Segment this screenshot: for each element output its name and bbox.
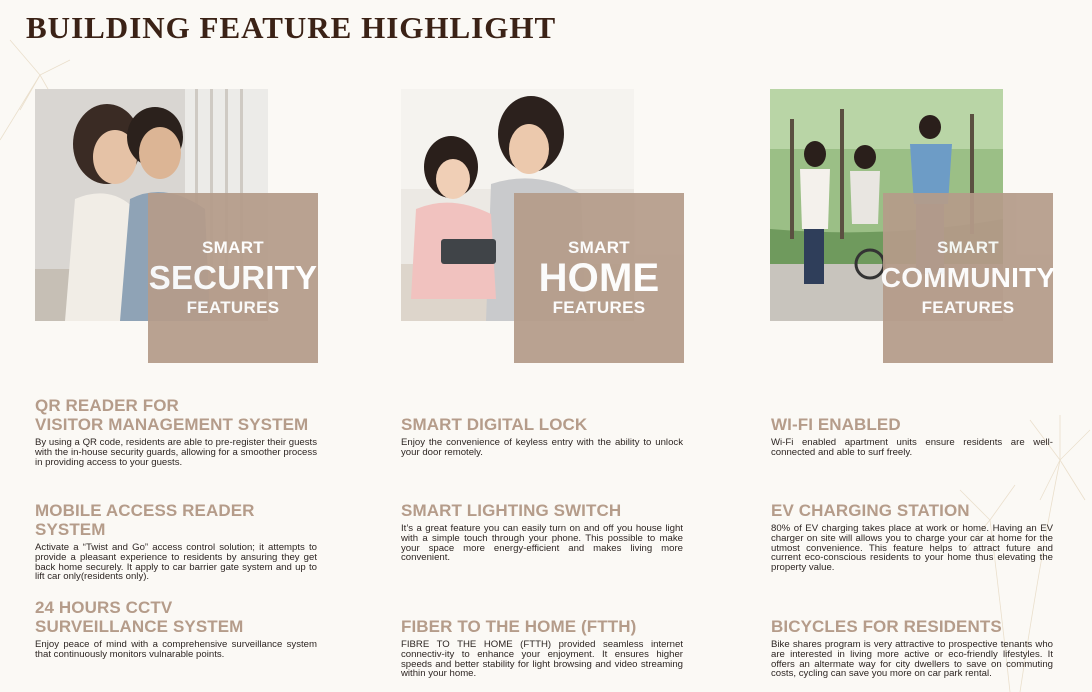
feature-qr-reader — [35, 396, 317, 467]
feature-title: EV CHARGING STATION — [771, 501, 970, 520]
card-home-label — [514, 193, 684, 363]
feature-title: BICYCLES FOR RESIDENTS — [771, 617, 1002, 636]
feature-description: Wi-Fi enabled apartment units ensure residents are well-connected and able to surf freely. — [771, 437, 1053, 458]
feature-bicycles — [771, 617, 1053, 679]
feature-title: MOBILE ACCESS READER SYSTEM — [35, 501, 255, 539]
feature-wifi — [771, 415, 1053, 458]
card-home-main: HOME — [538, 256, 660, 300]
card-home-bottom: FEATURES — [552, 298, 646, 317]
feature-description: 80% of EV charging takes place at work or home. Having an EV charger on site will allows you to charge your car at home for the utmost convenience. This feature helps to attract future and current eco-conscious residents to your home thus elevating the property value. — [771, 523, 1053, 574]
feature-title — [35, 396, 317, 434]
feature-cctv — [35, 598, 317, 660]
feature-description: Enjoy peace of mind with a comprehensive surveillance system that continuously monitors vulnarable points. — [35, 639, 317, 660]
feature-title-line2: SURVEILLANCE SYSTEM — [35, 617, 244, 636]
feature-title-line1: 24 HOURS CCTV — [35, 598, 173, 617]
card-community-main: COMMUNITY — [880, 262, 1056, 293]
feature-description: By using a QR code, residents are able to pre-register their guests with the in-house security guards, allowing for a smoother process in providing access to your guests. — [35, 437, 317, 468]
card-security-label — [148, 193, 318, 363]
feature-description: Enjoy the convenience of keyless entry with the ability to unlock your door remotely. — [401, 437, 683, 458]
feature-mobile-access — [35, 501, 317, 582]
feature-description: Activate a “Twist and Go” access control solution; it attempts to provide a pleasant experience to residents by ansuring they get back home securely. It apply to car barrier gate system and up to lift car only(residents only). — [35, 542, 317, 583]
card-security-bottom: FEATURES — [186, 298, 280, 317]
feature-title — [35, 598, 317, 636]
card-community-top: SMART — [937, 238, 999, 257]
feature-title: FIBER TO THE HOME (FTTH) — [401, 617, 637, 636]
feature-title-line2: VISITOR MANAGEMENT SYSTEM — [35, 415, 309, 434]
feature-lighting-switch — [401, 501, 683, 563]
feature-title: WI-FI ENABLED — [771, 415, 901, 434]
feature-ftth — [401, 617, 683, 679]
feature-title: SMART DIGITAL LOCK — [401, 415, 588, 434]
page-title: BUILDING FEATURE HIGHLIGHT — [26, 10, 557, 45]
feature-description: It’s a great feature you can easily turn on and off you house light with a simple touch through your phone. This possible to make your space more energy-efficient and makes living more convenient. — [401, 523, 683, 564]
card-security-main: SECURITY — [148, 259, 318, 296]
feature-description: Bike shares program is very attractive to prospective tenants who are interested in living more active or eco-friendly lifestyles. It offers an altermate way for city dwellers to save on commuting costs, cycling can save you more on car park rental. — [771, 639, 1053, 680]
card-community-label — [880, 193, 1056, 363]
card-home-top: SMART — [568, 238, 630, 257]
feature-description: FIBRE TO THE HOME (FTTH) provided seamless internet connectiv-ity to enhance your enjoyment. It ensures higher speeds and better stability for light browsing and video streaming within your home. — [401, 639, 683, 680]
feature-title-line1: QR READER FOR — [35, 396, 179, 415]
feature-title: SMART LIGHTING SWITCH — [401, 501, 622, 520]
card-security-top: SMART — [202, 238, 264, 257]
feature-ev-charging — [771, 501, 1053, 573]
card-community-bottom: FEATURES — [921, 298, 1015, 317]
feature-digital-lock — [401, 415, 683, 458]
